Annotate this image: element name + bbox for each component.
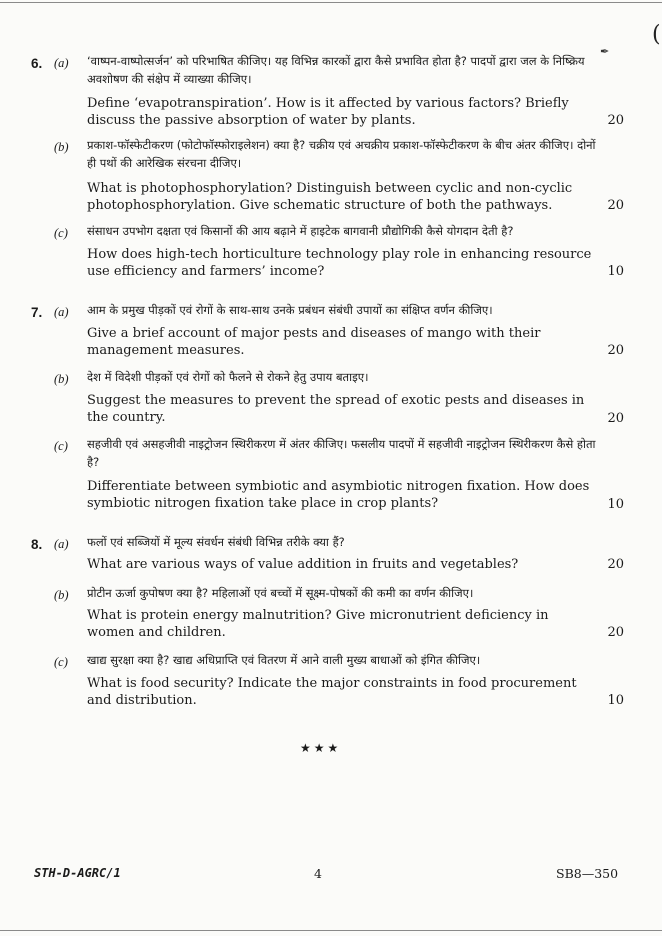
question-text-hindi: खाद्य सुरक्षा क्या है? खाद्य अधिप्राप्ति एवं वितरण में आने वाली मुख्य बाधाओं को इंगित कीजिए।: [87, 653, 481, 667]
question-text-english: What is food security? Indicate the major constraints in food procurement and distribution.: [87, 676, 577, 708]
question-text-hindi: आम के प्रमुख पीड़कों एवं रोगों के साथ-साथ उनके प्रबंधन संबंधी उपायों का संक्षिप्त वर्णन कीजिए।: [87, 303, 493, 317]
question-text-english: Give a brief account of major pests and diseases of mango with their management measures.: [87, 326, 541, 358]
question-number: 7.: [31, 305, 43, 320]
marks: 10: [607, 497, 624, 512]
part-label: (b): [54, 140, 69, 154]
question-text-hindi: प्रकाश-फॉस्फेटीकरण (फोटोफॉस्फोराइलेशन) क्या है? चक्रीय एवं अचक्रीय प्रकाश-फॉस्फेटीकरण के बीच अंतर कीजिए। दोनों ही पथों की आरेखिक संरचना दीजिए।: [87, 138, 596, 170]
question-text-hindi: ‘वाष्पन-वाष्पोत्सर्जन’ को परिभाषित कीजिए। यह विभिन्न कारकों द्वारा कैसे प्रभावित होता है? पादपों द्वारा जल के निष्क्रिय अवशोषण की संक्षेप में व्याख्या कीजिए।: [87, 54, 585, 86]
top-border: [0, 2, 662, 3]
marks: 20: [607, 411, 624, 426]
part-label: (c): [54, 226, 68, 240]
question-text-hindi: फलों एवं सब्जियों में मूल्य संवर्धन संबंधी विभिन्न तरीके क्या हैं?: [87, 535, 345, 549]
part-label: (b): [54, 588, 69, 602]
question-text-english: What is protein energy malnutrition? Give micronutrient deficiency in women and children.: [87, 608, 549, 640]
marks: 20: [607, 343, 624, 358]
marks: 20: [607, 198, 624, 213]
scan-edge-mark: (: [652, 22, 661, 47]
marks: 20: [607, 557, 624, 572]
page-number: 4: [314, 866, 322, 881]
question-text-english: What are various ways of value addition in fruits and vegetables?: [87, 557, 519, 572]
marks: 20: [607, 113, 624, 128]
question-text-english: Define ‘evapotranspiration’. How is it affected by various factors? Briefly discuss the passive absorption of water by plants.: [87, 96, 569, 128]
marks: 20: [607, 625, 624, 640]
part-label: (c): [54, 439, 68, 453]
question-text-hindi: संसाधन उपभोग दक्षता एवं किसानों की आय बढ़ाने में हाइटेक बागवानी प्रौद्योगिकी कैसे योगदान देती है?: [87, 224, 514, 238]
part-label: (a): [54, 537, 69, 551]
part-label: (a): [54, 56, 69, 70]
question-text-english: How does high-tech horticulture technology play role in enhancing resource use efficiency and farmers’ income?: [87, 247, 592, 279]
question-text-hindi: सहजीवी एवं असहजीवी नाइट्रोजन स्थिरीकरण में अंतर कीजिए। फसलीय पादपों में सहजीवी नाइट्रोजन स्थिरीकरण कैसे होता है?: [87, 437, 596, 469]
question-text-english: Differentiate between symbiotic and asymbiotic nitrogen fixation. How does symbiotic nitrogen fixation take place in crop plants?: [87, 479, 590, 511]
question-text-hindi: देश में विदेशी पीड़कों एवं रोगों को फैलने से रोकने हेतु उपाय बताइए।: [87, 370, 369, 384]
question-text-hindi: प्रोटीन ऊर्जा कुपोषण क्या है? महिलाओं एवं बच्चों में सूक्ष्म-पोषकों की कमी का वर्णन कीजिए।: [87, 586, 474, 600]
pen-mark-icon: ✒: [600, 45, 610, 58]
print-reference: SB8—350: [556, 866, 619, 881]
question-text-english: Suggest the measures to prevent the spread of exotic pests and diseases in the country.: [87, 393, 585, 425]
part-label: (b): [54, 372, 69, 386]
part-label: (c): [54, 655, 68, 669]
question-text-english: What is photophosphorylation? Distinguish between cyclic and non-cyclic photophosphorylation. Give schematic structure of both the pathways.: [87, 181, 573, 213]
marks: 10: [607, 693, 624, 708]
question-number: 6.: [31, 56, 43, 71]
paper-code: STH-D-AGRC/1: [34, 866, 121, 880]
part-label: (a): [54, 305, 69, 319]
marks: 10: [607, 264, 624, 279]
end-marker: ★★★: [300, 741, 342, 755]
bottom-border: [0, 930, 662, 931]
question-number: 8.: [31, 537, 43, 552]
